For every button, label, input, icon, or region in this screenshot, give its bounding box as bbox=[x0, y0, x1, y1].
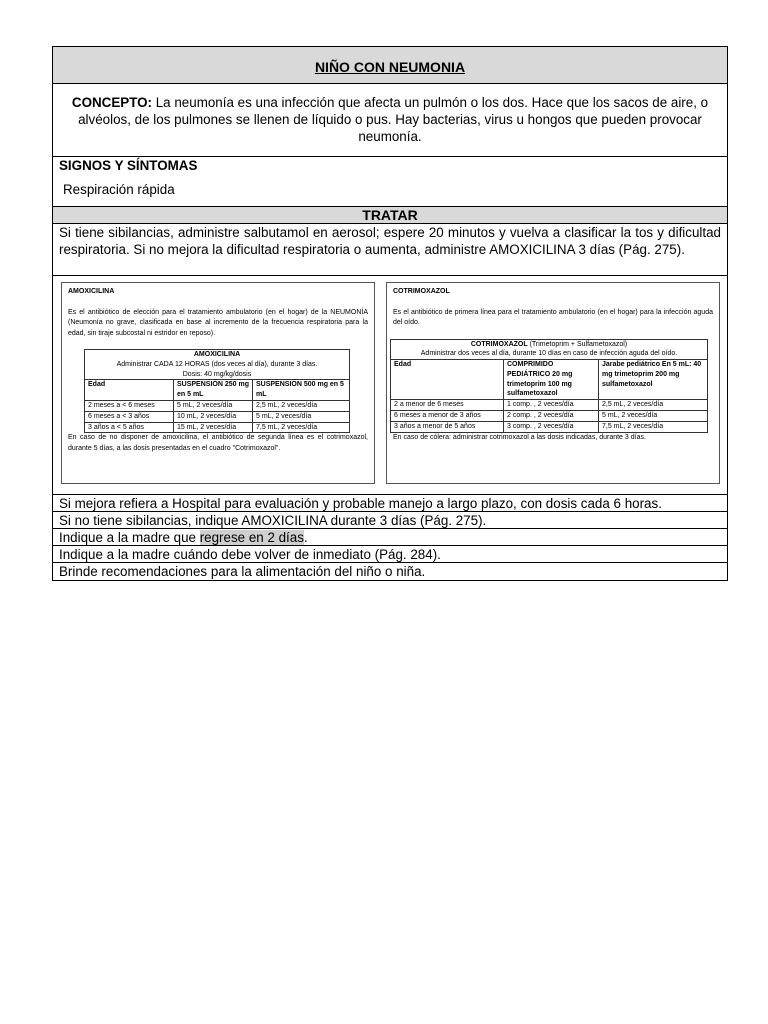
amox-table-caption bbox=[85, 350, 350, 380]
instruction-no-wheeze: Si no tiene sibilancias, indique AMOXICILINA durante 3 días (Pág. 275). bbox=[53, 512, 727, 529]
return-highlight: regrese en 2 días bbox=[199, 530, 304, 545]
table-cell: 1 comp. , 2 veces/día bbox=[504, 400, 599, 411]
amox-header-250: SUSPENSIÓN 250 mg en 5 mL bbox=[174, 380, 253, 401]
table-cell: 2,5 mL, 2 veces/día bbox=[599, 400, 708, 411]
instruction-return bbox=[53, 529, 727, 546]
table-cell: 5 mL, 2 veces/día bbox=[599, 411, 708, 422]
cotri-footer: En caso de cólera: administrar cotrimoxazol a las dosis indicadas, durante 3 días. bbox=[393, 433, 646, 441]
table-cell: 2,5 mL, 2 veces/día bbox=[253, 400, 350, 411]
return-text: Indique a la madre que bbox=[59, 530, 200, 545]
concept-label: CONCEPTO: bbox=[71, 95, 153, 110]
cotri-header-age: Edad bbox=[391, 360, 504, 400]
table-cell: 10 mL, 2 veces/día bbox=[174, 411, 253, 422]
instruction-refer: Si mejora refiera a Hospital para evaluación y probable manejo a largo plazo, con dosis cada 6 horas. bbox=[53, 495, 727, 512]
table-cell: 5 mL, 2 veces/día bbox=[174, 400, 253, 411]
cotri-table-line1: Administrar dos veces al día, durante 10 días en caso de infección aguda del oído. bbox=[420, 350, 678, 358]
table-row bbox=[85, 422, 350, 433]
table-cell: 15 mL, 2 veces/día bbox=[174, 422, 253, 433]
concept-row bbox=[53, 84, 727, 157]
table-cell: 2 comp. , 2 veces/día bbox=[504, 411, 599, 422]
table-cell: 7,5 mL, 2 veces/día bbox=[253, 422, 350, 433]
signs-heading: SIGNOS Y SÍNTOMAS bbox=[59, 158, 198, 173]
cotri-header-syrup: Jarabe pediátrico En 5 mL: 40 mg trimetoprim 200 mg sulfametoxazol bbox=[599, 360, 708, 400]
cotri-table-title-rest: (Trimetoprim + Sulfametoxazol) bbox=[527, 340, 628, 348]
cotrimoxazol-box bbox=[386, 282, 720, 484]
antibiotic-boxes bbox=[53, 276, 727, 495]
table-row bbox=[391, 411, 708, 422]
table-cell: 3 comp. , 2 veces/día bbox=[504, 421, 599, 432]
amox-table-title: AMOXICILINA bbox=[193, 351, 241, 358]
concept-text: La neumonía es una infección que afecta un pulmón o los dos. Hace que los sacos de aire, o alvéolos, de los pulmones se llenen de líquido o pus. Hay bacterias, virus u hongos que pueden provocar neumonía. bbox=[78, 95, 709, 144]
amox-intro: Es el antibiótico de elección para el tratamiento ambulatorio (en el hogar) de la NEUMONÍA (Neumonía no grave, clasificada en base al incremento de la frecuencia respiratoria para la edad, sin tiraje subcostal ni estridor en reposo). bbox=[68, 308, 368, 337]
title-row bbox=[53, 47, 727, 84]
signs-item: Respiración rápida bbox=[63, 182, 175, 197]
page-title: NIÑO CON NEUMONIA bbox=[314, 59, 466, 75]
table-cell: 2 a menor de 6 meses bbox=[391, 400, 504, 411]
amoxicilina-box bbox=[61, 282, 375, 484]
table-row bbox=[85, 411, 350, 422]
instruction-feeding: Brinde recomendaciones para la alimentación del niño o niña. bbox=[59, 564, 426, 579]
table-cell: 6 meses a menor de 3 años bbox=[391, 411, 504, 422]
cotri-table-title: COTRIMOXAZOL bbox=[470, 340, 528, 348]
return-end: . bbox=[303, 530, 308, 545]
cotri-heading: COTRIMOXAZOL bbox=[393, 288, 450, 295]
amox-table-line1: Administrar CADA 12 HORAS (dos veces al día), durante 3 días. bbox=[116, 360, 318, 368]
amox-dose-table bbox=[84, 349, 350, 433]
amox-table-line2: Dosis: 40 mg/kg/dosis bbox=[182, 370, 252, 378]
cotri-table-caption bbox=[391, 339, 708, 360]
signs-row bbox=[53, 157, 727, 207]
table-cell: 5 mL, 2 veces/día bbox=[253, 411, 350, 422]
table-cell: 3 años a < 5 años bbox=[85, 422, 174, 433]
table-cell: 7,5 mL, 2 veces/día bbox=[599, 421, 708, 432]
table-cell: 6 meses a < 3 años bbox=[85, 411, 174, 422]
treat-heading: TRATAR bbox=[53, 207, 727, 224]
amox-heading: AMOXICILINA bbox=[68, 288, 115, 295]
cotri-header-tablet: COMPRIMIDO PEDIÁTRICO 20 mg trimetoprim 100 mg sulfametoxazol bbox=[504, 360, 599, 400]
table-cell: 2 meses a < 6 meses bbox=[85, 400, 174, 411]
table-row bbox=[85, 400, 350, 411]
treat-text: Si tiene sibilancias, administre salbutamol en aerosol; espere 20 minutos y vuelva a clasificar la tos y dificultad respiratoria. Si no mejora la dificultad respiratoria o aumenta, administre AMOXICILINA 3 días (Pág. 275). bbox=[53, 224, 727, 276]
instruction-immediate: Indique a la madre cuándo debe volver de inmediato (Pág. 284). bbox=[53, 546, 727, 563]
amox-footer: En caso de no disponer de amoxicilina, el antibiótico de segunda línea es el cotrimoxazol, durante 5 días, a las dosis presentadas en el cuadro "Cotrimoxazol". bbox=[68, 434, 368, 452]
amox-header-age: Edad bbox=[85, 380, 174, 401]
document-table bbox=[52, 46, 728, 581]
cotri-dose-table bbox=[390, 339, 708, 433]
amox-header-500: SUSPENSIÓN 500 mg en 5 mL bbox=[253, 380, 350, 401]
table-row bbox=[391, 421, 708, 432]
cotri-intro: Es el antibiótico de primera línea para el tratamiento ambulatorio (en el hogar) para la infección aguda del oído. bbox=[393, 308, 713, 326]
table-cell: 3 años a menor de 5 años bbox=[391, 421, 504, 432]
table-row bbox=[391, 400, 708, 411]
